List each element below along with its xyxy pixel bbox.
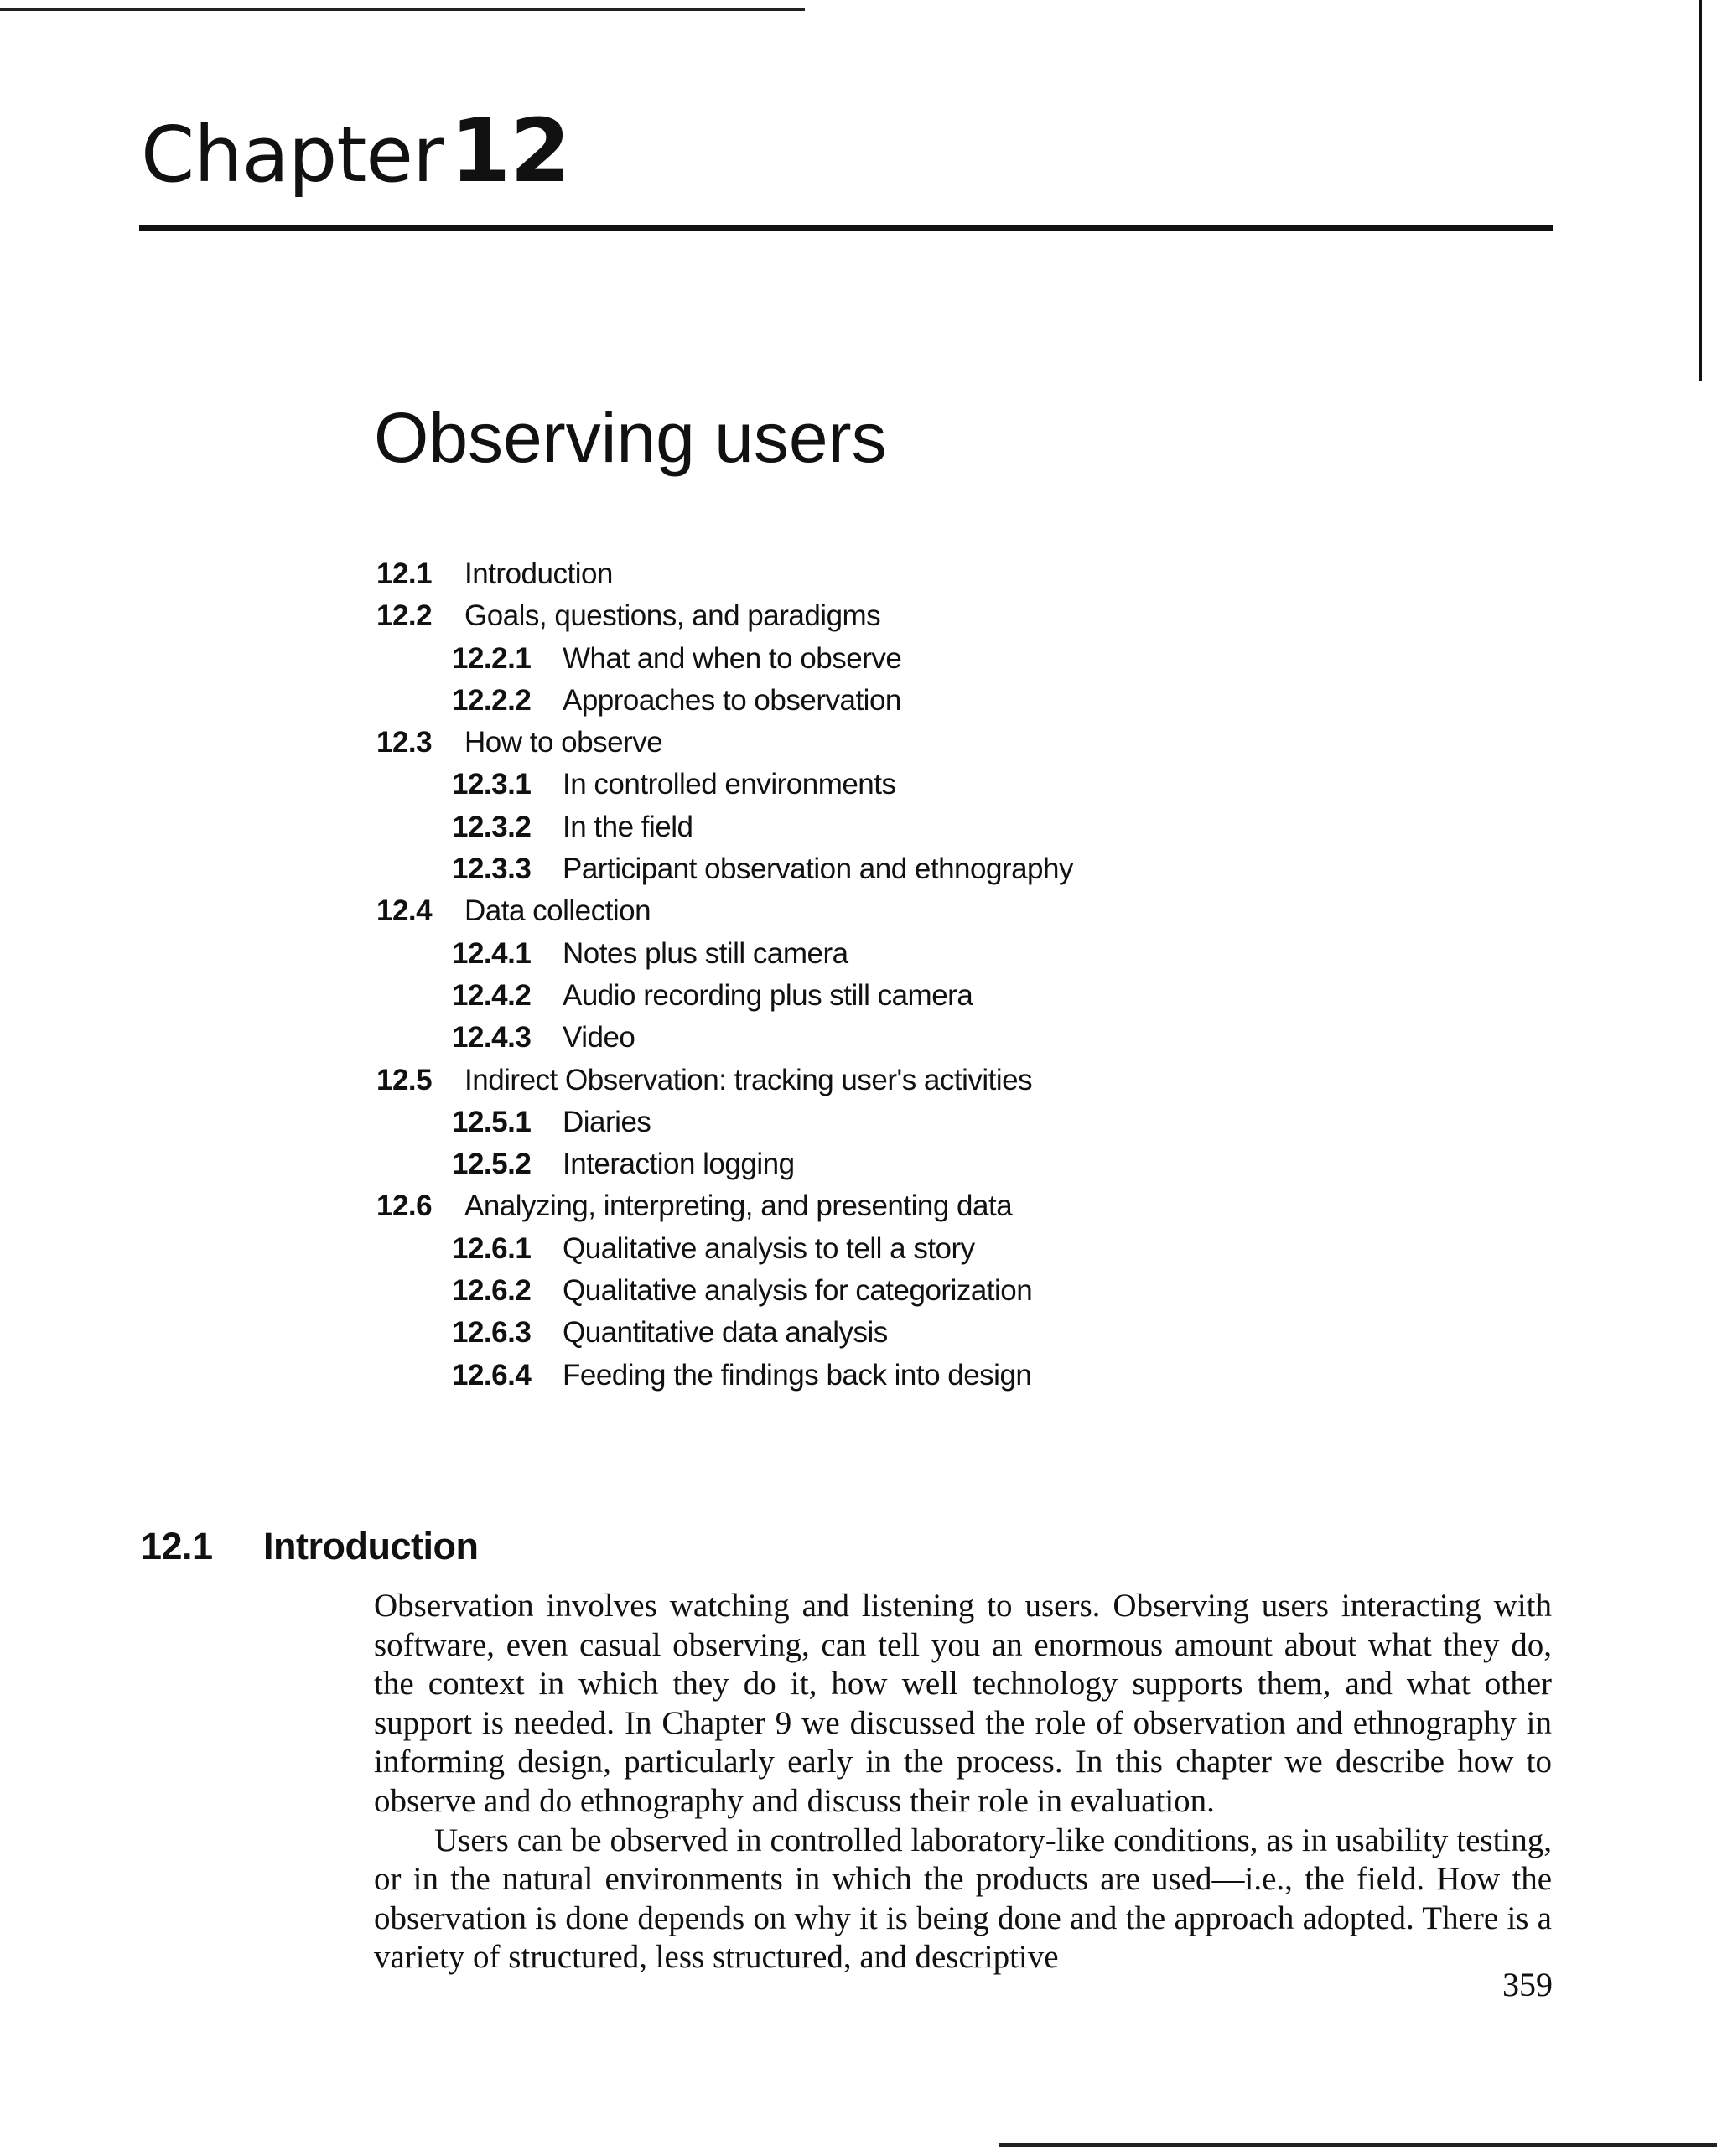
page-number: 359 — [1502, 1966, 1553, 2003]
toc-item-number: 12.3.1 — [452, 768, 532, 801]
toc-item-title: Qualitative analysis to tell a story — [563, 1231, 975, 1265]
toc-item-number: 12.5.1 — [452, 1105, 532, 1138]
section-title: Introduction — [263, 1525, 479, 1568]
toc-item-title: In controlled environments — [563, 768, 896, 801]
toc-item-title: Video — [563, 1021, 635, 1055]
section-body — [374, 1587, 1552, 1977]
toc-item — [376, 1228, 1073, 1270]
toc-item — [376, 1101, 1073, 1143]
section-number: 12.1 — [141, 1525, 213, 1568]
toc-item-number: 12.2.1 — [452, 641, 532, 675]
toc-item-title: Participant observation and ethnography — [563, 853, 1073, 886]
toc-item-number: 12.5.2 — [452, 1148, 532, 1181]
toc-item-title: In the field — [563, 810, 693, 843]
toc-item-title: Analyzing, interpreting, and presenting data — [464, 1189, 1013, 1223]
body-paragraph: Observation involves watching and listening to users. Observing users interacting with software, even casual observing, can tell you an enormous amount about what they do, the context in which they do it, how well technology supports them, and what other support is needed. In Chapter 9 we discussed the role of observation and ethnography in informing design, particularly early in the process. In this chapter we describe how to observe and do ethnography and discuss their role in evaluation. — [374, 1588, 1552, 1819]
chapter-rule — [139, 225, 1553, 231]
toc-item — [376, 1143, 1073, 1185]
toc-item-title: Data collection — [464, 894, 651, 928]
toc-item — [376, 595, 1073, 637]
chapter-number: 12 — [449, 100, 570, 202]
toc-item-title: Quantitative data analysis — [563, 1316, 888, 1350]
chapter-heading — [141, 100, 570, 202]
toc-item — [376, 638, 1073, 680]
toc-item-title: What and when to observe — [563, 641, 902, 675]
toc-item — [376, 1312, 1073, 1354]
toc-item-number: 12.6.1 — [452, 1231, 532, 1265]
side-rule — [1699, 0, 1702, 381]
toc-item-number: 12.3.2 — [452, 810, 532, 843]
toc-item — [376, 722, 1073, 764]
toc-item-number: 12.6.2 — [452, 1274, 532, 1308]
toc-item — [376, 806, 1073, 848]
bottom-rule — [999, 2143, 1717, 2147]
toc-item-number: 12.2.2 — [452, 683, 532, 717]
chapter-label: Chapter — [141, 110, 444, 200]
toc-item — [376, 848, 1073, 890]
toc-item-title: Notes plus still camera — [563, 936, 848, 970]
toc-item-title: Feeding the findings back into design — [563, 1358, 1032, 1392]
toc-item-title: Indirect Observation: tracking user's activities — [464, 1063, 1033, 1096]
table-of-contents — [376, 553, 1073, 1397]
toc-item-title: Interaction logging — [563, 1148, 795, 1181]
toc-item-title: How to observe — [464, 726, 663, 759]
toc-item-title: Audio recording plus still camera — [563, 978, 973, 1012]
toc-item — [376, 1017, 1073, 1059]
toc-item-number: 12.3 — [376, 726, 433, 759]
toc-item-title: Goals, questions, and paradigms — [464, 599, 881, 633]
toc-item-number: 12.4.1 — [452, 936, 532, 970]
toc-item — [376, 553, 1073, 595]
toc-item-number: 12.2 — [376, 599, 433, 633]
toc-item-title: Approaches to observation — [563, 683, 901, 717]
toc-item-number: 12.4.2 — [452, 978, 532, 1012]
toc-item-number: 12.6.4 — [452, 1358, 532, 1392]
toc-item — [376, 1355, 1073, 1397]
toc-item-title: Diaries — [563, 1105, 651, 1138]
toc-item-number: 12.4 — [376, 894, 433, 928]
toc-item-number: 12.5 — [376, 1063, 433, 1096]
toc-item — [376, 680, 1073, 722]
toc-item-number: 12.3.3 — [452, 853, 532, 886]
toc-item — [376, 890, 1073, 932]
top-rule — [0, 8, 805, 11]
toc-item-number: 12.1 — [376, 557, 433, 590]
chapter-title: Observing users — [374, 398, 887, 477]
toc-item-number: 12.6 — [376, 1189, 433, 1223]
toc-item-title: Introduction — [464, 557, 613, 590]
toc-item — [376, 764, 1073, 806]
toc-item — [376, 1270, 1073, 1312]
body-paragraph: Users can be observed in controlled laboratory-like conditions, as in usability testing, or in the natural environments in which the products are used—i.e., the field. How the observation is done depends on why it is being done and the approach adopted. There is a variety of structured, less structured, and descriptive — [374, 1822, 1552, 1976]
toc-item — [376, 975, 1073, 1017]
section-heading — [141, 1525, 479, 1568]
toc-item-number: 12.4.3 — [452, 1021, 532, 1055]
toc-item-title: Qualitative analysis for categorization — [563, 1274, 1033, 1308]
toc-item-number: 12.6.3 — [452, 1316, 532, 1350]
toc-item — [376, 1060, 1073, 1101]
toc-item — [376, 933, 1073, 975]
toc-item — [376, 1185, 1073, 1227]
